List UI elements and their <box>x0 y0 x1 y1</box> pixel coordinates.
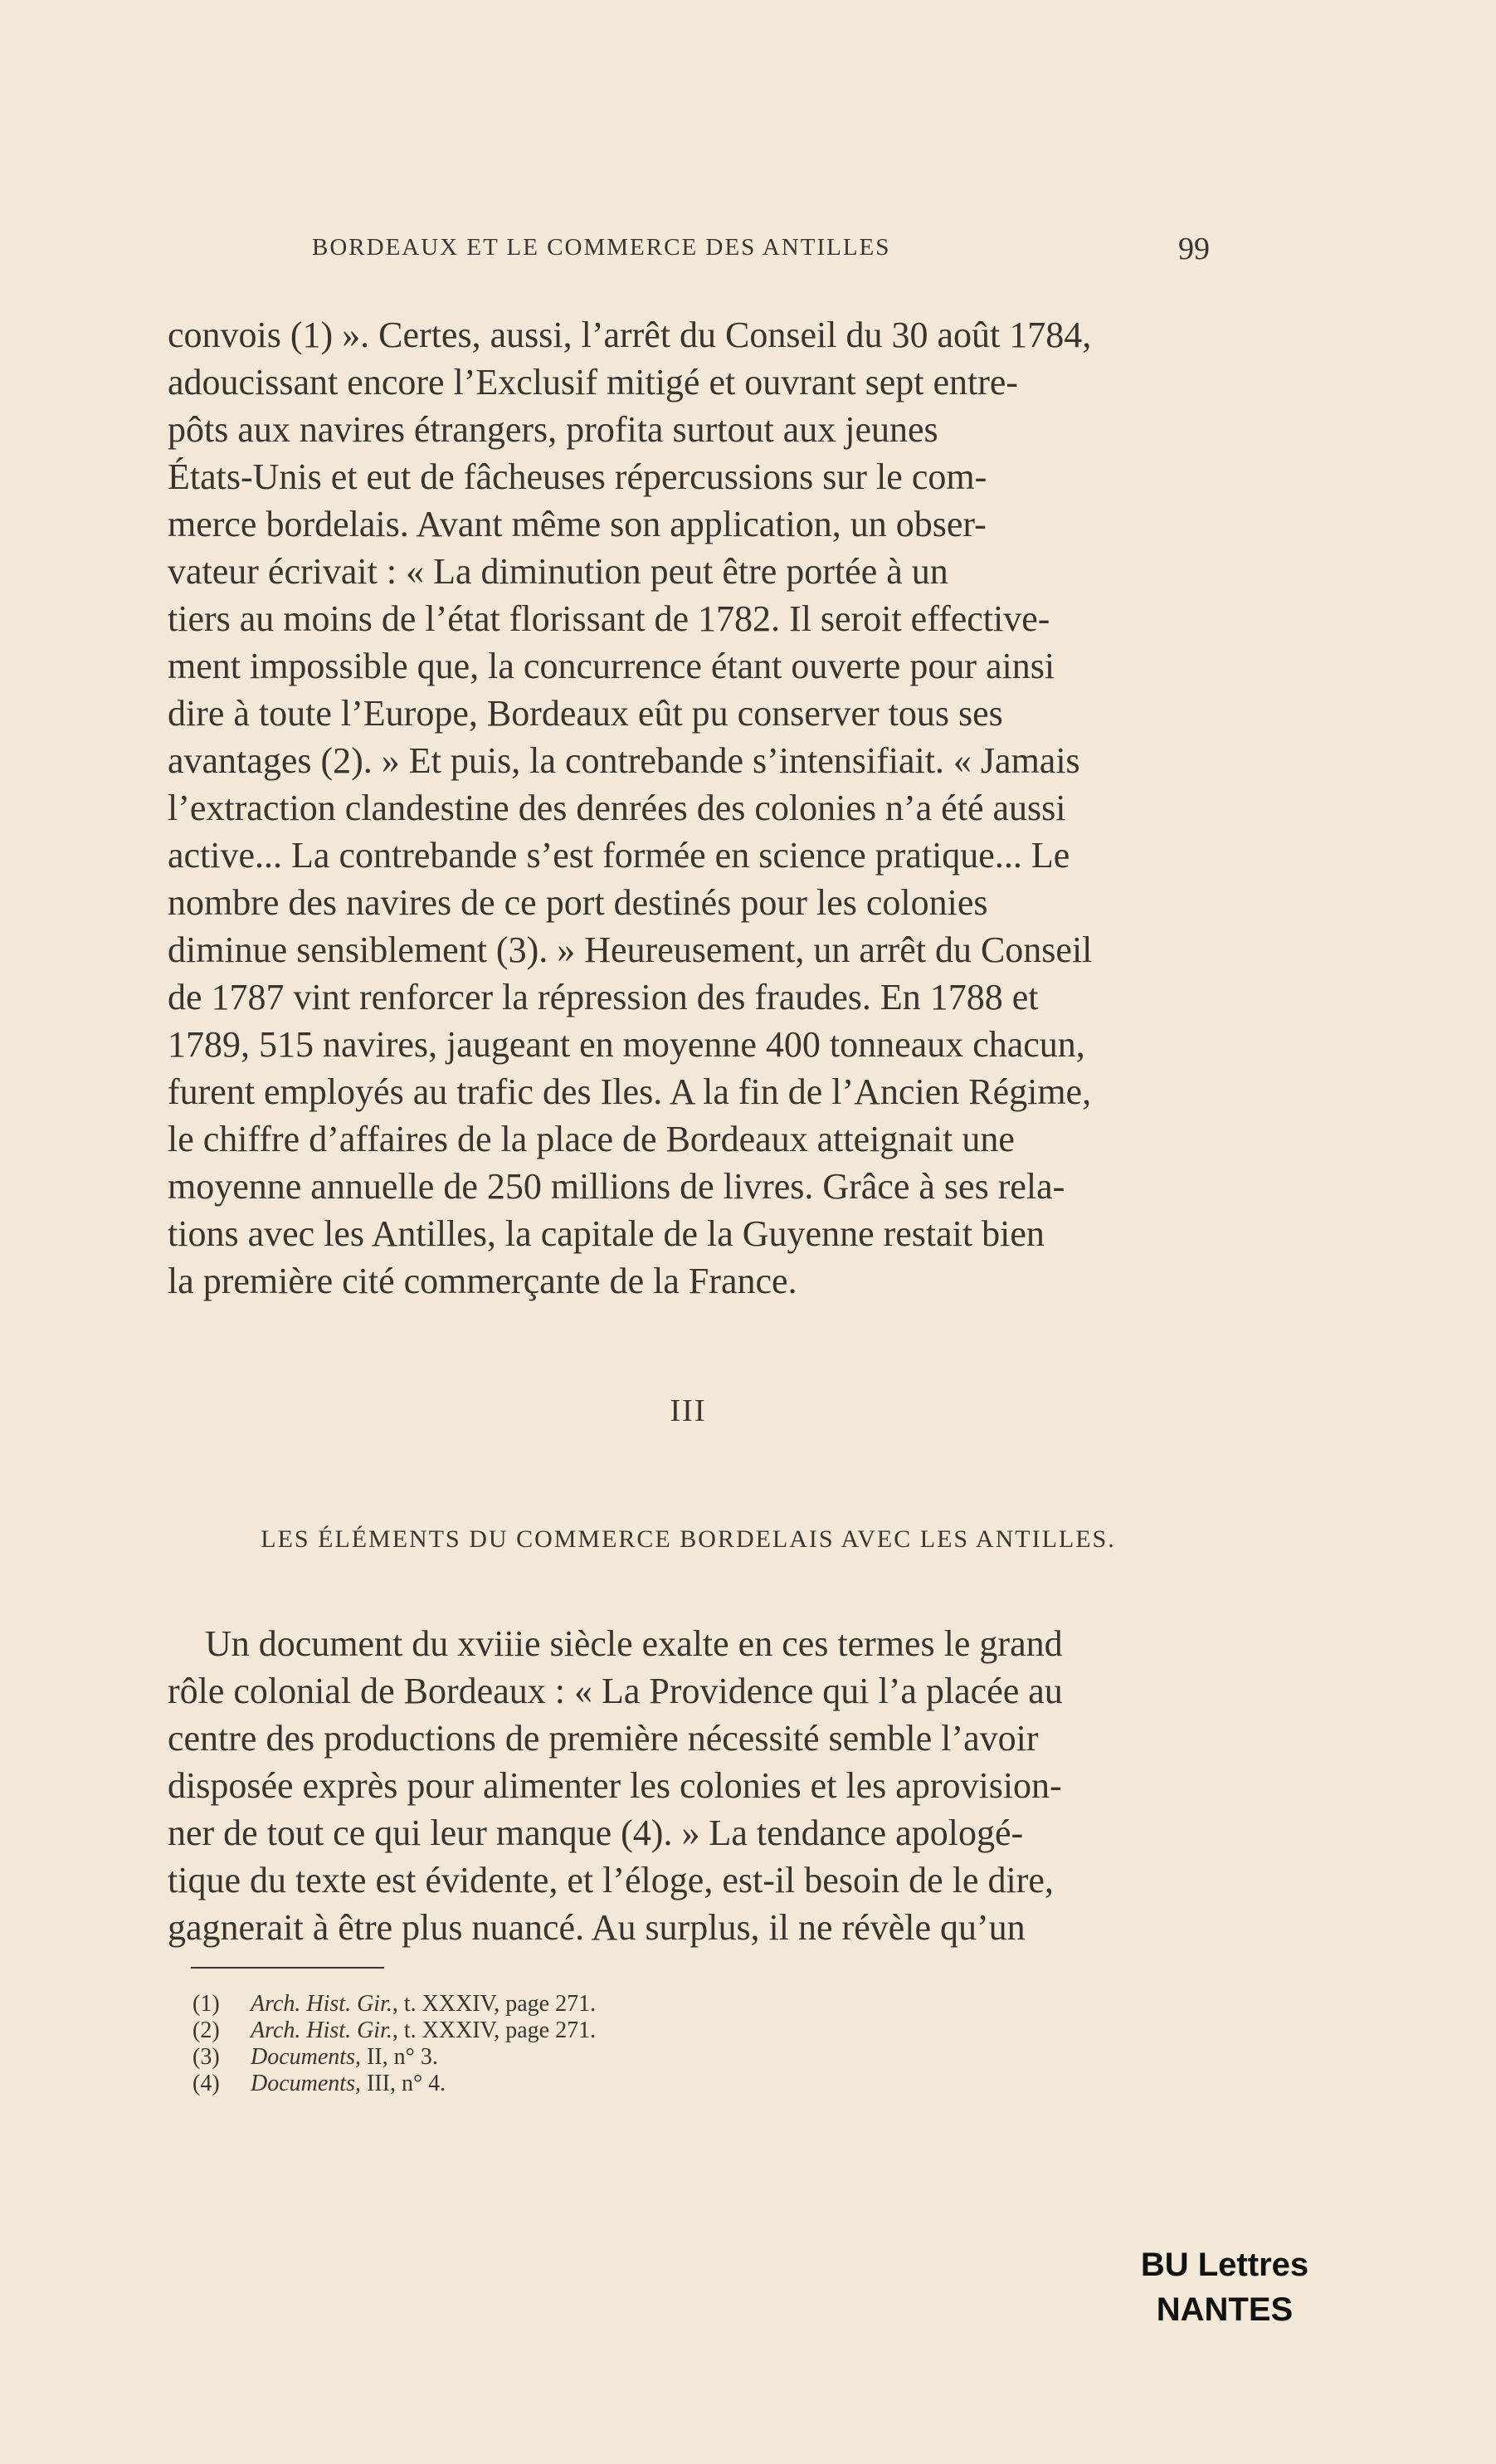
footnote-number: (4) <box>192 2071 220 2096</box>
text-line: merce bordelais. Avant même son application, un obser- <box>168 504 987 544</box>
text-line: gagnerait à être plus nuancé. Au surplus, il ne révèle qu’un <box>168 1907 1026 1948</box>
running-head <box>312 231 1210 272</box>
text-line: pôts aux navires étrangers, profita surtout aux jeunes <box>168 409 938 450</box>
footnote-detail: , t. XXXIV, page 271. <box>392 1991 597 2017</box>
footnote <box>192 2044 939 2071</box>
running-title: BORDEAUX ET LE COMMERCE DES ANTILLES <box>312 234 891 261</box>
text-line: de 1787 vint renforcer la répression des fraudes. En 1788 et <box>168 977 1039 1017</box>
footnote <box>192 2018 939 2044</box>
text-line: Un document du xviiie siècle exalte en ces termes le grand <box>205 1623 1063 1664</box>
text-line-last: la première cité commerçante de la France. <box>168 1261 797 1301</box>
text-line: furent employés au trafic des Iles. A la fin de l’Ancien Régime, <box>168 1071 1092 1112</box>
library-stamp <box>1117 2242 1333 2332</box>
text-line: 1789, 515 navires, jaugeant en moyenne 400 tonneaux chacun, <box>168 1024 1085 1065</box>
text-line: nombre des navires de ce port destinés pour les colonies <box>168 882 988 923</box>
text-line: adoucissant encore l’Exclusif mitigé et ouvrant sept entre- <box>168 362 1019 403</box>
text-line: moyenne annuelle de 250 millions de livres. Grâce à ses rela- <box>168 1166 1065 1207</box>
body-paragraph-1 <box>168 311 1209 1305</box>
text-line: ner de tout ce qui leur manque (4). » La tendance apologé- <box>168 1813 1024 1853</box>
text-line: ment impossible que, la concurrence étant ouverte pour ainsi <box>168 646 1055 686</box>
text-line: diminue sensiblement (3). » Heureusement, un arrêt du Conseil <box>168 929 1093 970</box>
footnote <box>192 2071 939 2097</box>
text-line: l’extraction clandestine des denrées des colonies n’a été aussi <box>168 788 1066 828</box>
text-line: États-Unis et eut de fâcheuses répercussions sur le com- <box>168 456 987 497</box>
page-number: 99 <box>1178 232 1210 266</box>
text-line: tique du texte est évidente, et l’éloge, est-il besoin de le dire, <box>168 1860 1054 1900</box>
section-title: LES ÉLÉMENTS DU COMMERCE BORDELAIS AVEC LES ANTILLES. <box>261 1525 1116 1553</box>
footnote-number: (1) <box>192 1991 220 2017</box>
footnotes <box>192 1991 939 2097</box>
footnote-number: (2) <box>192 2018 220 2043</box>
footnote-source: Documents <box>251 2044 355 2070</box>
body-paragraph-2 <box>168 1620 1209 1951</box>
text-line: convois (1) ». Certes, aussi, l’arrêt du Conseil du 30 août 1784, <box>168 315 1092 355</box>
text-line: avantages (2). » Et puis, la contrebande s’intensifiait. « Jamais <box>168 740 1080 781</box>
footnote-source: Documents <box>251 2071 355 2096</box>
text-line: rôle colonial de Bordeaux : « La Providence qui l’a placée au <box>168 1671 1063 1711</box>
text-line: centre des productions de première nécessité semble l’avoir <box>168 1718 1039 1759</box>
text-line: vateur écrivait : « La diminution peut être portée à un <box>168 551 948 592</box>
footnote-detail: , t. XXXIV, page 271. <box>392 2018 597 2043</box>
section-number: III <box>670 1393 707 1428</box>
stamp-line: NANTES <box>1156 2291 1294 2328</box>
footnote-detail: , II, n° 3. <box>354 2044 438 2070</box>
footnote-source: Arch. Hist. Gir. <box>251 2018 392 2043</box>
footnote-source: Arch. Hist. Gir. <box>251 1991 392 2017</box>
text-line: tions avec les Antilles, la capitale de la Guyenne restait bien <box>168 1213 1045 1254</box>
text-line: tiers au moins de l’état florissant de 1782. Il seroit effective- <box>168 598 1050 639</box>
text-line: disposée exprès pour alimenter les colonies et les aprovision- <box>168 1765 1062 1806</box>
stamp-line: BU Lettres <box>1140 2247 1309 2283</box>
text-line: le chiffre d’affaires de la place de Bordeaux atteignait une <box>168 1119 1015 1159</box>
footnote-detail: , III, n° 4. <box>354 2071 446 2096</box>
footnote <box>192 1991 939 2018</box>
footnote-rule <box>191 1967 384 1969</box>
text-line: active... La contrebande s’est formée en science pratique... Le <box>168 835 1070 876</box>
text-line: dire à toute l’Europe, Bordeaux eût pu conserver tous ses <box>168 693 1003 734</box>
footnote-number: (3) <box>192 2044 220 2070</box>
